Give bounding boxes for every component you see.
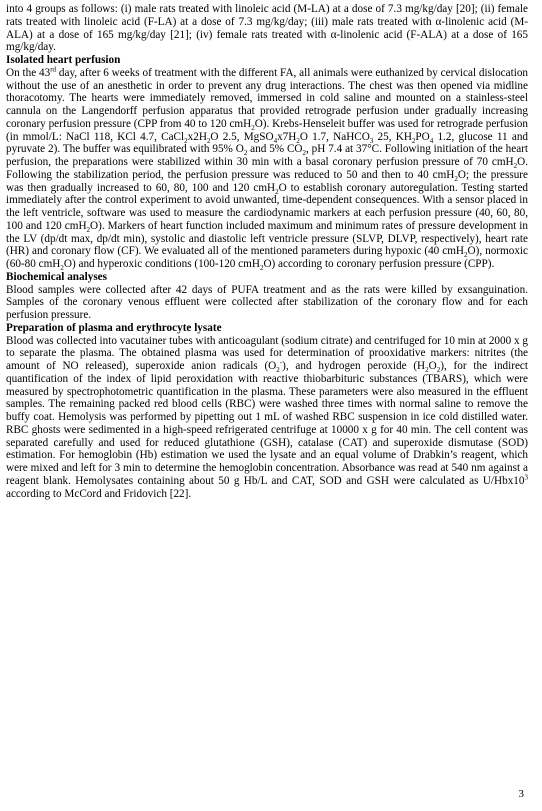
text-run: 1.2, glucose 11 and pyruvate 2). The buffer was equilibrated with 95% O — [6, 130, 529, 156]
subscript: 2 — [184, 136, 188, 145]
text-run: O. Following the stabilization period, the perfusion pressure was reduced to 50 and then to 40 cmH — [6, 156, 528, 181]
subscript: 2 — [296, 136, 300, 145]
subscript: 2 — [302, 149, 307, 158]
text-run: On the 43 — [6, 66, 51, 79]
subscript: 2 — [513, 162, 518, 171]
superscript: 3 — [524, 473, 528, 482]
subscript: 2 — [436, 366, 441, 375]
perfusion-paragraph — [6, 67, 528, 271]
text-run: 25, KH — [373, 130, 412, 143]
text-run: ), and hydrogen peroxide (H — [282, 360, 426, 372]
subscript: 2 — [60, 264, 64, 273]
text-run: , pH 7.4 at 37°C. Following initiation of the heart perfusion, the preparations were stabilized within 30 min with a basal coronary perfusion pressure of 70 cmH — [6, 143, 528, 168]
page-body — [6, 3, 528, 500]
subscript: 2 — [259, 264, 264, 273]
text-run: O). Markers of heart function included maximum and minimum rates of pressure development in the LV (dp/dt max, dp/dt min), systolic and diastolic left ventricle pressure (SLVP, DLVP, respectively), heart rate (HR) and coronary flow (CF). We evaluated all of the mentioned parameters during hypoxic (40 cmH — [6, 219, 528, 258]
section-heading-isolated-heart-perfusion: Isolated heart perfusion — [6, 54, 121, 66]
intro-paragraph: into 4 groups as follows: (i) male rats treated with linoleic acid (M-LA) at a dose of 7.3 mg/kg/day [20]; (ii) female rats treated with linoleic acid (F-LA) at a dose of 7.3 mg/kg/day; (iii) male rats treated with α-linolenic acid (M-ALA) at a dose of 165 mg/kg/day [21]; (iv) female rats treated with α-linolenic acid (F-ALA) at a dose of 165 mg/kg/day. — [6, 3, 528, 54]
subscript: 3 — [369, 136, 374, 145]
text-run: according to McCord and Fridovich [22]. — [6, 487, 192, 500]
plasma-paragraph — [6, 335, 528, 501]
text-run: x7H — [277, 130, 297, 143]
text-run: ), for the indirect quantification of the index of lipid peroxidation with reactive thiobarbituric substances (TBARS), which were measured by spectrophotometric quantification in the plasma. These parameters were also measured in the effluent samples. The remaining packed red blood cells (RBC) were washed three times with normal saline to remove the buffy coat. Hemolysis was performed by pipetting out 1 mL of washed RBC suspension in ice cold distilled water. RBC ghosts were sedimented in a high-speed refrigerated centrifuge at 10000 x g for 40 min. The cell content was separated carefully and used for reduced glutathione (GSH), catalase (CAT) and superoxide dismutase (SOD) estimation. For hemoglobin (Hb) estimation we used the lysate and an equal volume of Drabkin’s reagent, which were mixed and left for 3 min to determine the hemoglobin concentration. Absorbance was read at 540 nm against a reagent blank. Hemolysates containing about 50 g Hb/L and CAT, SOD and GSH were calculated as U/Hbx10 — [6, 360, 529, 487]
text-run: O 2.5, MgSO — [210, 130, 274, 143]
text-run: x2H — [187, 130, 207, 143]
section-heading-plasma-lysate: Preparation of plasma and erythrocyte lysate — [6, 321, 222, 334]
text-run: O — [428, 360, 437, 372]
page-number: 3 — [518, 788, 524, 800]
subscript: 2 — [425, 366, 429, 375]
subscript: 2 — [86, 225, 91, 234]
text-run: O; the pressure was then gradually increased to 60, 80, 100 and 120 cmH — [6, 168, 529, 194]
text-run: O to establish coronary autoregulation. Testing started immediately after the control experiment to avoid unwanted, time-dependent consequences. With a sensor placed in the left ventricle, software was used to measure the cardiodynamic markers at each perfusion pressure (40, 60, 80, 100 and 120 cmH — [6, 181, 529, 232]
text-run: O 1.7, NaHCO — [299, 130, 370, 143]
text-run: Blood was collected into vacutainer tubes with anticoagulant (sodium citrate) and centrifuged for 10 min at 2000 x g to separate the plasma. The obtained plasma was used for determination of prooxidative markers: nitrites (the amount of NO released), superoxide anion radicals (O — [6, 334, 528, 372]
text-run: PO — [415, 130, 430, 143]
subscript: 4 — [273, 136, 278, 145]
subscript: 2 — [411, 136, 416, 145]
subscript: 2 — [251, 123, 255, 132]
subscript: 2 — [206, 136, 211, 145]
subscript: 2 — [243, 149, 248, 158]
subscript: 2 — [275, 187, 279, 196]
subscript: 2 — [464, 251, 468, 260]
text-run: O). Krebs-Henseleit buffer was used for retrograde perfusion (in mmol/L: NaCl 118, KCl 4.7, CaCl — [6, 117, 528, 143]
subscript: 2 — [276, 366, 280, 375]
text-run: O) and hyperoxic conditions (100-120 cmH — [63, 258, 260, 270]
section-heading-biochemical-analyses: Biochemical analyses — [6, 270, 107, 283]
text-run: and 5% CO — [247, 143, 303, 156]
text-run: day, after 6 weeks of treatment with the different FA, all animals were euthanized by cervical dislocation without the use of an anesthetic in order to prevent any drug interactions. The chest was then opened via midline thoracotomy. The hearts were immediately removed, immersed in cold saline and mounted on a stainless-steel cannula on the Langendorff perfusion apparatus that provided retrograde perfusion under gradually increasing coronary perfusion pressure (CPP from 40 to 120 cmH — [6, 66, 529, 130]
superscript: rd — [50, 65, 57, 74]
subscript: 4 — [429, 136, 434, 145]
text-run: O) according to coronary perfusion pressure (CPP). — [263, 258, 495, 270]
superscript: - — [279, 358, 283, 367]
text-run: O), normoxic (60-80 cmH — [6, 245, 528, 270]
subscript: 2 — [454, 174, 458, 183]
biochemical-paragraph: Blood samples were collected after 42 days of PUFA treatment and as the rats were killed by exsanguination. Samples of the coronary venous effluent were collected after stabilization of the coronary flow and for each perfusion pressure. — [6, 283, 528, 321]
